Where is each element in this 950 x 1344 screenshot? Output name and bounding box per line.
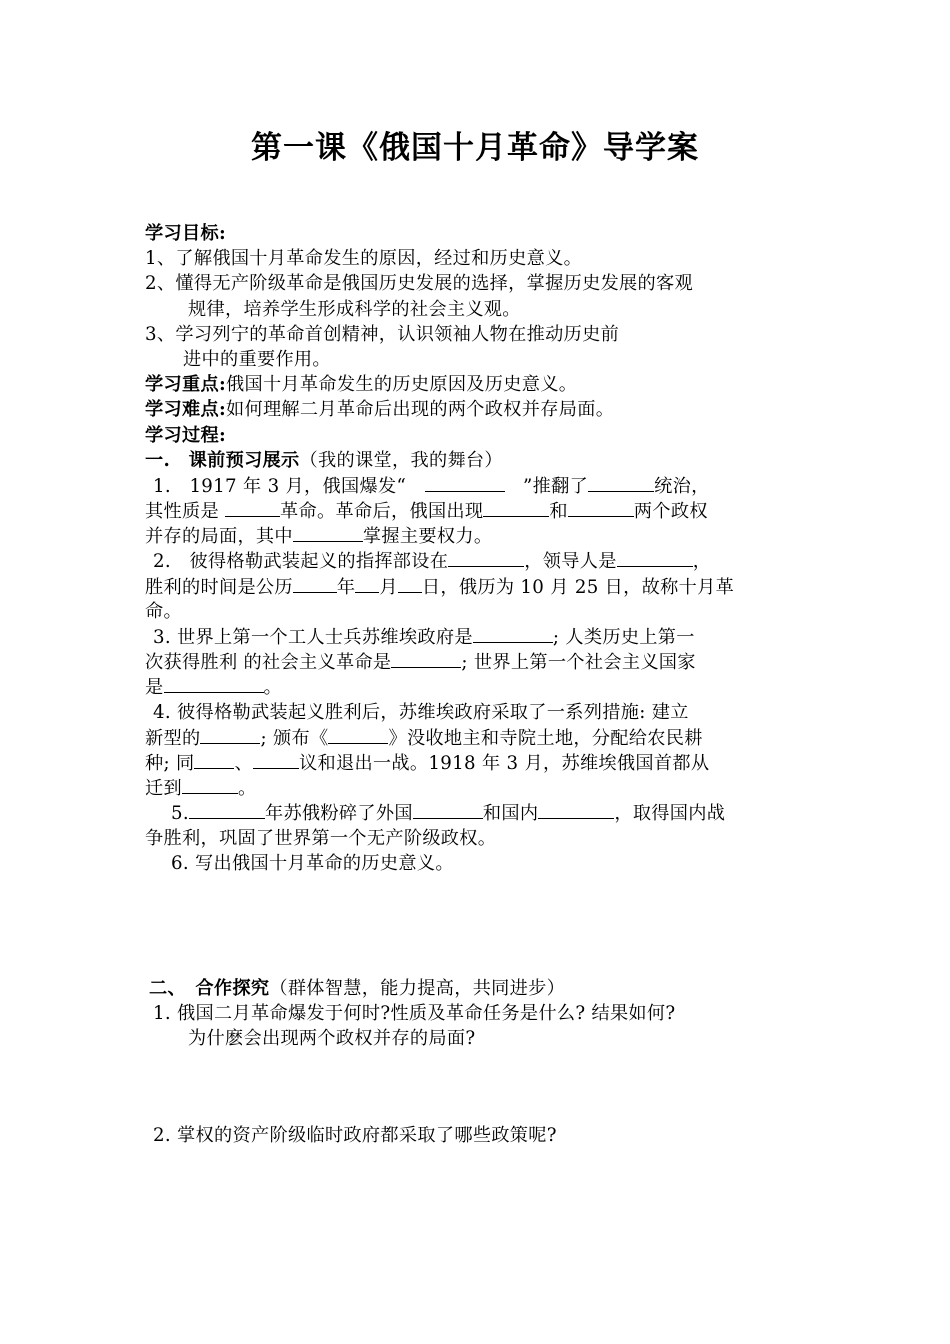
- key-point-label: 学习重点:: [145, 374, 226, 396]
- fill-blank[interactable]: [194, 750, 234, 769]
- section1-number: 一.: [145, 449, 189, 471]
- fill-blank[interactable]: [182, 775, 238, 794]
- fill-blank[interactable]: [189, 800, 265, 819]
- difficulty-text: 如何理解二月革命后出现的两个政权并存局面。: [225, 399, 615, 421]
- fill-blank[interactable]: [538, 800, 614, 819]
- question-2-line-2: 胜利的时间是公历 年 月 日，俄历为 10 月 25 日，故称十月革: [145, 574, 810, 599]
- fill-blank[interactable]: [225, 498, 280, 517]
- fill-blank[interactable]: [413, 800, 483, 819]
- question-4-line-3: 种; 同 、 议和退出一战。1918 年 3 月，苏维埃俄国首都从: [145, 750, 810, 775]
- section2-number: 二、: [149, 977, 196, 999]
- question-6: 6. 写出俄国十月革命的历史意义。: [171, 852, 454, 874]
- explore-question-2: 2. 掌权的资产阶级临时政府都采取了哪些政策呢?: [153, 1125, 557, 1147]
- difficulty: [145, 397, 810, 422]
- question-2-line-1: 2. 彼得格勒武装起义的指挥部设在 ，领导人是 ，: [145, 548, 810, 573]
- process-heading: 学习过程:: [145, 424, 226, 446]
- fill-blank[interactable]: [164, 674, 264, 693]
- question-1-line-1: 1. 1917 年 3 月，俄国爆发“ ”推翻了 统治，: [145, 473, 810, 498]
- question-1-line-3: 并存的局面，其中 掌握主要权力。: [145, 523, 810, 548]
- goal-item: 规律，培养学生形成科学的社会主义观。: [188, 298, 521, 320]
- fill-blank[interactable]: [588, 473, 654, 492]
- fill-blank[interactable]: [483, 498, 549, 517]
- difficulty-label: 学习难点:: [145, 399, 226, 421]
- question-3-line-2: 次获得胜利 的社会主义革命是 ; 世界上第一个社会主义国家: [145, 649, 810, 674]
- fill-blank[interactable]: [293, 523, 363, 542]
- key-point-text: 俄国十月革命发生的历史原因及历史意义。: [225, 374, 578, 396]
- goal-item: 1、了解俄国十月革命发生的原因，经过和历史意义。: [145, 248, 583, 270]
- section2-title: 合作探究: [195, 977, 270, 999]
- fill-blank[interactable]: [473, 624, 553, 643]
- section1-title: 课前预习展示: [188, 449, 300, 471]
- explore-question-1-line-2: 为什麽会出现两个政权并存的局面?: [188, 1028, 476, 1050]
- goal-item: 2、懂得无产阶级革命是俄国历史发展的选择，掌握历史发展的客观: [145, 273, 694, 295]
- explore-question-1-line-1: 1. 俄国二月革命爆发于何时?性质及革命任务是什么? 结果如何?: [153, 1003, 676, 1025]
- fill-blank[interactable]: [391, 649, 461, 668]
- fill-blank[interactable]: [568, 498, 634, 517]
- question-4-line-4: 迁到 。: [145, 775, 810, 800]
- section2-note: （群体智慧，能力提高，共同进步）: [269, 977, 566, 999]
- fill-blank[interactable]: [328, 725, 388, 744]
- section1-note: （我的课堂，我的舞台）: [299, 449, 503, 471]
- fill-blank[interactable]: [448, 548, 524, 567]
- document-body: [145, 221, 810, 1149]
- question-1-line-2: 其性质是 革命。革命后，俄国出现 和 两个政权: [145, 498, 810, 523]
- goal-item: 进中的重要作用。: [183, 348, 331, 370]
- fill-blank[interactable]: [293, 574, 337, 593]
- fill-blank[interactable]: [617, 548, 693, 567]
- fill-blank[interactable]: [425, 473, 505, 492]
- question-4-line-2: 新型的 ; 颁布《 》没收地主和寺院土地，分配给农民耕: [145, 725, 810, 750]
- page-title: 第一课《俄国十月革命》导学案: [251, 130, 699, 166]
- question-3-line-1: 3. 世界上第一个工人士兵苏维埃政府是 ; 人类历史上第一: [145, 624, 810, 649]
- fill-blank[interactable]: [253, 750, 299, 769]
- section1-heading: [145, 448, 810, 473]
- fill-blank[interactable]: [200, 725, 260, 744]
- key-point: [145, 372, 810, 397]
- question-5-line-2: 争胜利，巩固了世界第一个无产阶级政权。: [145, 827, 497, 849]
- goal-item: 3、学习列宁的革命首创精神，认识领袖人物在推动历史前: [145, 323, 620, 345]
- section2-heading: [145, 976, 810, 1001]
- question-4-line-1: 4. 彼得格勒武装起义胜利后，苏维埃政府采取了一系列措施: 建立: [153, 701, 689, 723]
- question-2-line-3: 命。: [145, 600, 182, 622]
- question-3-line-3: 是 。: [145, 674, 810, 699]
- fill-blank[interactable]: [398, 574, 422, 593]
- goals-heading: 学习目标:: [145, 223, 226, 244]
- question-5-line-1: 5. 年苏俄粉碎了外国 和国内 ，取得国内战: [145, 800, 810, 825]
- fill-blank[interactable]: [355, 574, 379, 593]
